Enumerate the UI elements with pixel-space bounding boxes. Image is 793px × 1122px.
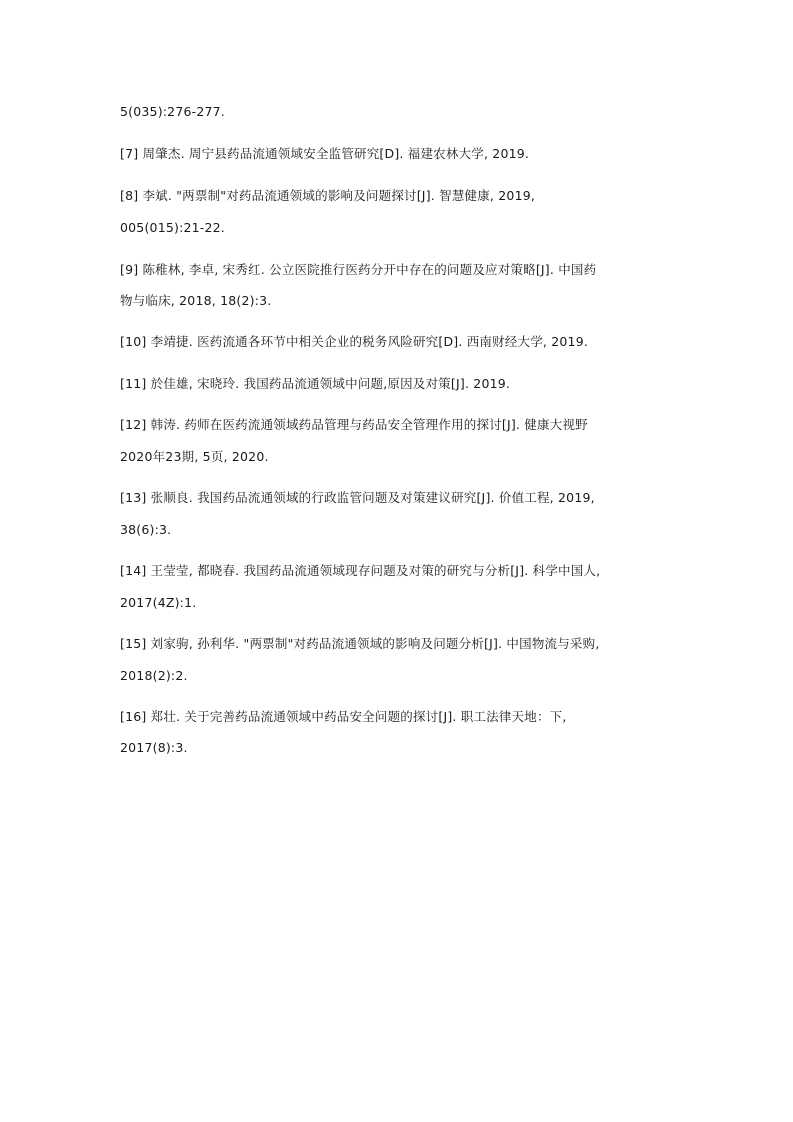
reference-8-line-2: 005(015):21-22. — [120, 220, 225, 235]
reference-15-line-1: [15] 刘家驹, 孙利华. "两票制"对药品流通领域的影响及问题分析[J]. 中国物流与采购, — [120, 636, 600, 651]
reference-13-line-2: 38(6):3. — [120, 522, 172, 537]
reference-14-line-1: [14] 王莹莹, 都晓春. 我国药品流通领域现存问题及对策的研究与分析[J]. 科学中国人, — [120, 563, 601, 578]
reference-11: [11] 於佳雄, 宋晓玲. 我国药品流通领域中问题,原因及对策[J]. 2019. — [120, 376, 511, 391]
reference-15-line-2: 2018(2):2. — [120, 668, 188, 683]
reference-6-continuation: 5(035):276-277. — [120, 104, 225, 119]
reference-12-line-1: [12] 韩涛. 药师在医药流通领域药品管理与药品安全管理作用的探讨[J]. 健康大视野 — [120, 417, 588, 432]
reference-9-line-2: 物与临床, 2018, 18(2):3. — [120, 293, 272, 308]
reference-14-line-2: 2017(4Z):1. — [120, 595, 197, 610]
reference-10: [10] 李靖捷. 医药流通各环节中相关企业的税务风险研究[D]. 西南财经大学, 2019. — [120, 334, 589, 349]
reference-8-line-1: [8] 李斌. "两票制"对药品流通领域的影响及问题探讨[J]. 智慧健康, 2019, — [120, 188, 536, 203]
reference-7: [7] 周肇杰. 周宁县药品流通领域安全监管研究[D]. 福建农林大学, 2019. — [120, 146, 530, 161]
reference-12-line-2: 2020年23期, 5页, 2020. — [120, 449, 269, 464]
reference-16-line-1: [16] 郑壮. 关于完善药品流通领域中药品安全问题的探讨[J]. 职工法律天地：下, — [120, 709, 567, 724]
reference-16-line-2: 2017(8):3. — [120, 740, 188, 755]
reference-9-line-1: [9] 陈稚林, 李卓, 宋秀红. 公立医院推行医药分开中存在的问题及应对策略[J]. 中国药 — [120, 262, 597, 277]
reference-13-line-1: [13] 张顺良. 我国药品流通领域的行政监管问题及对策建议研究[J]. 价值工程, 2019, — [120, 490, 595, 505]
